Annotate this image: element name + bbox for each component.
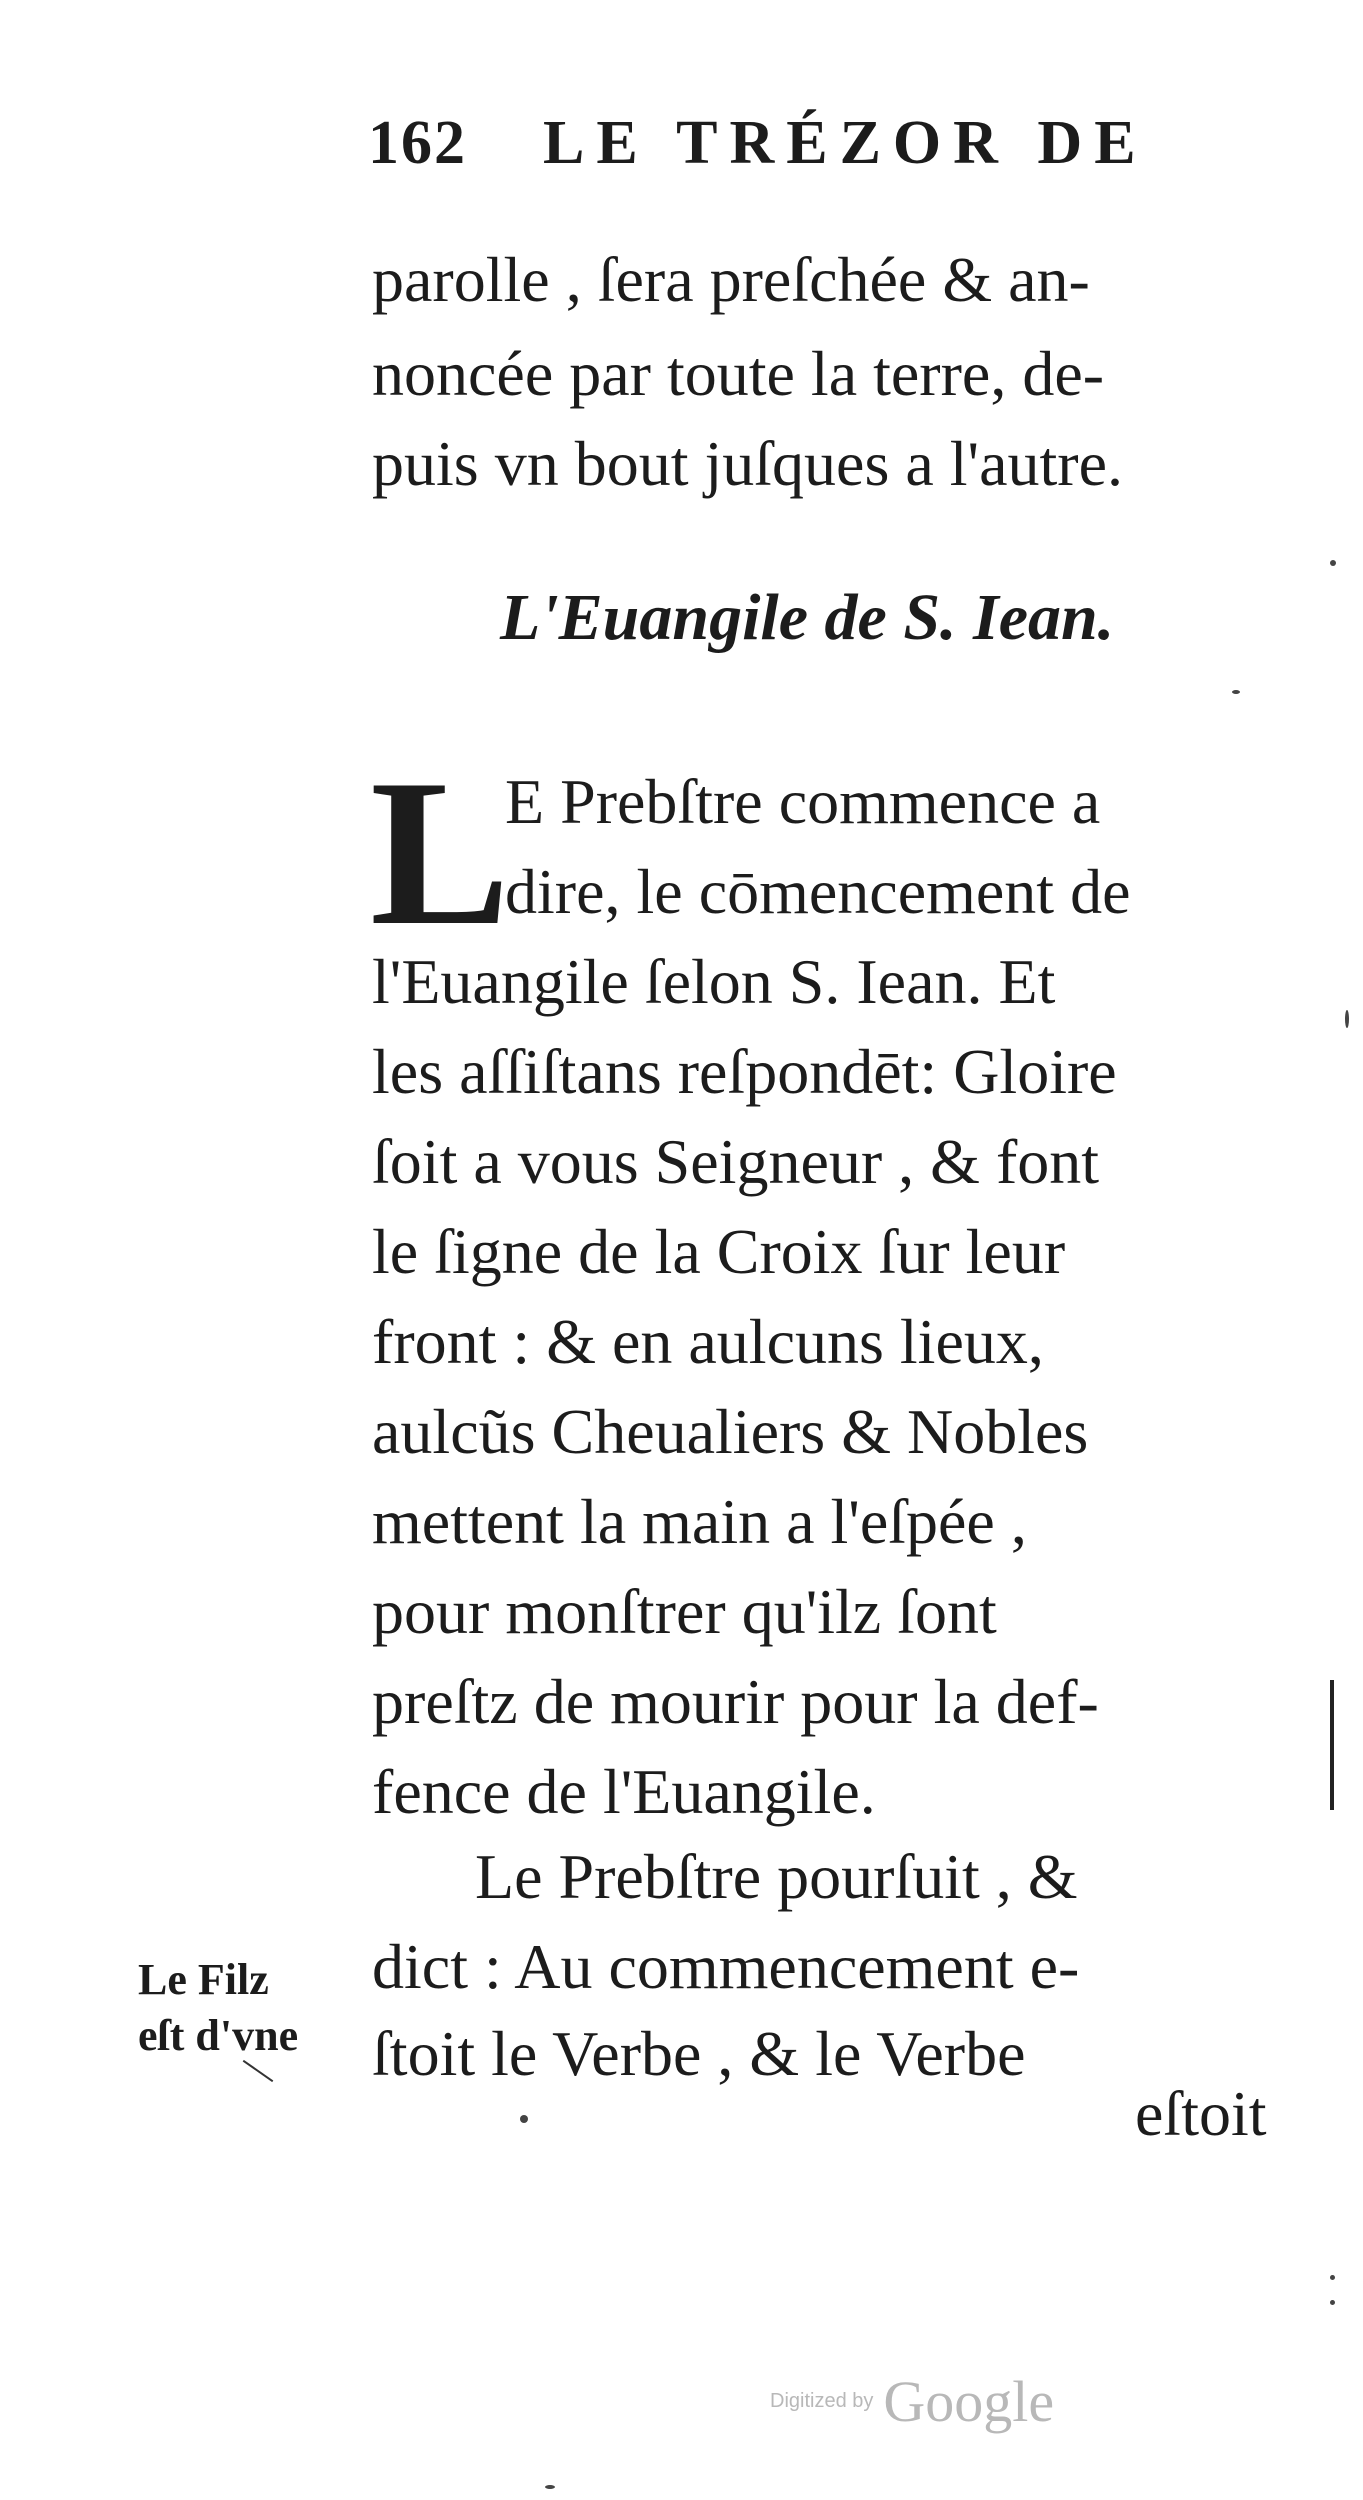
catchword: eſtoit (1135, 2078, 1267, 2149)
margin-note-line: eſt d'vne (138, 2011, 299, 2060)
ink-speck (545, 2485, 555, 2489)
page-edge-mark (1330, 1680, 1334, 1810)
drop-cap: L (370, 737, 511, 969)
ink-speck (1232, 690, 1240, 694)
running-title: LE TRÉZOR DE (543, 109, 1148, 177)
text-line: l'Euangile ſelon S. Iean. Et (372, 946, 1056, 1017)
page-header (368, 108, 1298, 198)
margin-note-line: Le Filz (138, 1955, 269, 2004)
page-number: 162 (368, 109, 467, 177)
text-line: E Prebſtre commence a (505, 766, 1101, 837)
text-line: Le Prebſtre pourſuit , & (475, 1841, 1078, 1912)
text-line: preſtz de mourir pour la def- (372, 1666, 1099, 1737)
text-line: front : & en aulcuns lieux, (372, 1306, 1044, 1377)
text-line: parolle , ſera preſchée & an- (372, 244, 1090, 315)
text-line: fence de l'Euangile. (372, 1756, 876, 1827)
text-line: les aſſiſtans reſpondēt: Gloire (372, 1036, 1117, 1107)
margin-note (138, 1952, 298, 2064)
text-line: le ſigne de la Croix ſur leur (372, 1216, 1066, 1287)
text-line: dict : Au commencement e- (372, 1931, 1080, 2002)
ink-speck (1330, 560, 1336, 566)
digitization-watermark (770, 2368, 1054, 2435)
ink-speck (1345, 1010, 1349, 1028)
text-line: dire, le cōmencement de (505, 856, 1131, 927)
watermark-brand: Google (883, 2369, 1055, 2434)
text-line: mettent la main a l'eſpée , (372, 1486, 1027, 1557)
text-line: puis vn bout juſques a l'autre. (372, 428, 1123, 499)
text-line: ſtoit le Verbe , & le Verbe (372, 2018, 1026, 2089)
ink-speck (1330, 2275, 1335, 2280)
text-line: pour monſtrer qu'ilz ſont (372, 1576, 997, 1647)
section-heading: L'Euangile de S. Iean. (500, 581, 1115, 654)
ink-speck (1330, 2300, 1335, 2305)
text-line: noncée par toute la terre, de- (372, 338, 1105, 409)
ink-speck (520, 2115, 528, 2123)
watermark-prefix: Digitized by (770, 2390, 874, 2412)
text-line: ſoit a vous Seigneur , & font (372, 1126, 1100, 1197)
text-line: aulcũs Cheualiers & Nobles (372, 1396, 1089, 1467)
